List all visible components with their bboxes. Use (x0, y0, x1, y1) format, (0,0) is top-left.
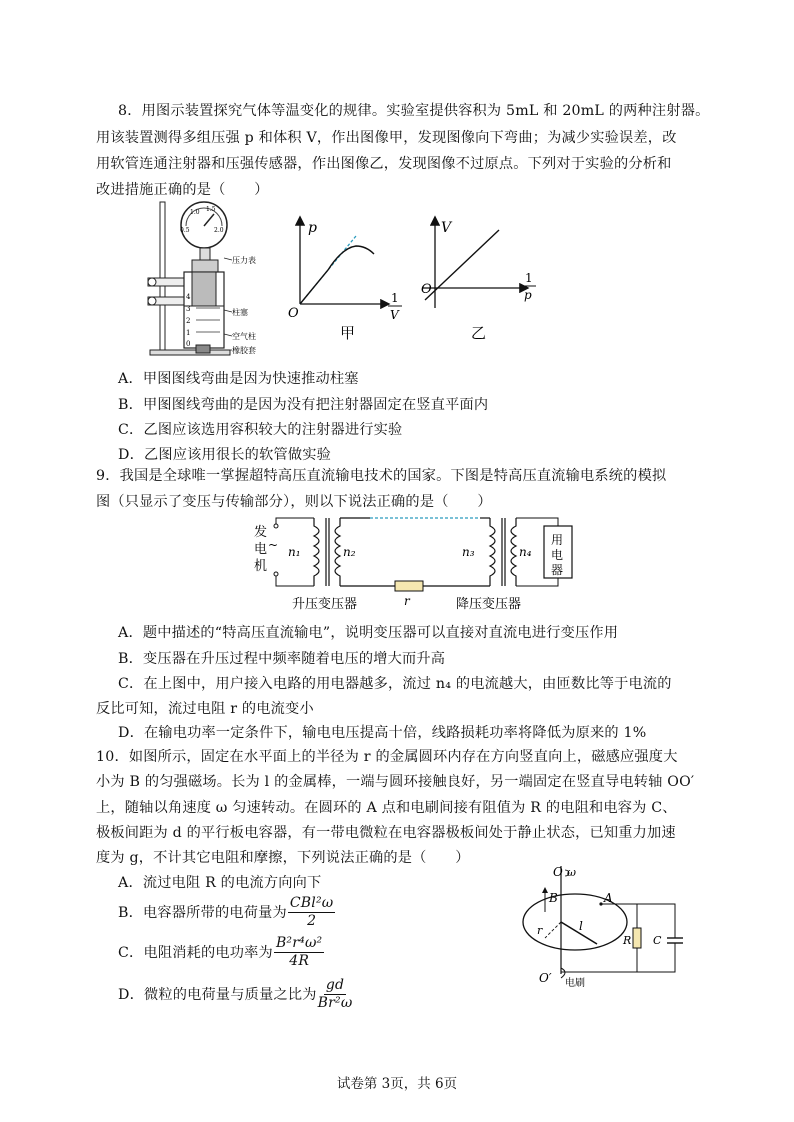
clamp-screw-2 (148, 297, 156, 305)
omega-label: ω (567, 866, 576, 879)
label-n4: n₄ (519, 545, 532, 559)
q10-option-c[interactable] (118, 936, 325, 968)
q10-option-c-den: 4R (289, 952, 310, 969)
scale-tick-4: 4 (186, 293, 191, 301)
generator-char-3: 机 (254, 559, 268, 574)
q8-option-b[interactable]: B．甲图图线弯曲的是因为没有把注射器固定在竖直平面内 (118, 397, 489, 413)
step-down-label: 降压变压器 (456, 597, 522, 612)
gauge-stem (200, 248, 210, 260)
axle-top-O: O (553, 865, 563, 879)
label-n2: n₂ (343, 545, 356, 559)
scale-tick-2: 2 (186, 317, 191, 325)
q10-option-c-prefix: C．电阻消耗的电功率为 (118, 945, 273, 962)
clamp-screw-1 (148, 278, 156, 286)
stand-rod (160, 202, 165, 352)
coil-n4 (511, 518, 516, 586)
gauge-label: 压力表 (232, 256, 256, 265)
jia-curve (300, 246, 374, 304)
q9-transmission-figure (240, 512, 580, 614)
q10-option-b-den: 2 (307, 912, 317, 929)
C-label: C (653, 934, 662, 947)
brush-label: 电刷 (565, 978, 585, 989)
q10-option-b-fraction (288, 896, 336, 928)
jia-origin: O (288, 306, 299, 321)
q10-ring-figure (515, 862, 690, 992)
q9-option-d[interactable]: D．在输电功率一定条件下，输电电压提高十倍，线路损耗功率将降低为原来的 1% (118, 725, 647, 741)
q8-apparatus-figure (140, 200, 270, 360)
yi-caption: 乙 (471, 324, 487, 342)
line-resistor (395, 581, 423, 591)
piston-label: 柱塞 (232, 308, 248, 317)
resistor-R (633, 928, 641, 948)
q8-option-d[interactable]: D．乙图应该用很长的软管做实验 (118, 447, 332, 463)
ac-symbol: ~ (268, 538, 279, 552)
plunger (192, 272, 216, 306)
q8-line-1: 8．用图示装置探究气体等温变化的规律。实验室提供容积为 5mL 和 20mL 的两种注射器。 (118, 103, 710, 119)
q10-line-4: 极板间距为 d 的平行板电容器，有一带电微粒在电容器极板间处于静止状态，已知重力加速 (96, 825, 676, 841)
coil-n1 (314, 518, 319, 586)
gauge-tick-1.0: 1.0 (190, 209, 200, 216)
q10-line-2: 小为 B 的匀强磁场。长为 l 的金属棒，一端与圆环接触良好，另一端固定在竖直导电转轴 OO′ (96, 774, 695, 790)
resistor-label: r (404, 594, 410, 608)
q10-option-a[interactable]: A．流过电阻 R 的电流方向向下 (118, 875, 322, 891)
jia-x-label-den: V (390, 308, 399, 322)
jia-x-label-num: 1 (391, 291, 399, 305)
O-prime-label: O′ (539, 971, 552, 985)
q9-option-b[interactable]: B．变压器在升压过程中频率随着电压的增大而升高 (118, 651, 446, 667)
q10-option-d-fraction (318, 978, 353, 1010)
yi-line (425, 230, 499, 300)
generator-char-2: 电 (254, 542, 268, 557)
q8-line-3: 用软管连通注射器和压强传感器，作出图像乙，发现图像不过原点。下列对于实验的分析和 (96, 156, 672, 172)
graph-yi (415, 210, 545, 350)
q8-line-4: 改进措施正确的是（ ） (96, 182, 269, 198)
appliance-char-2: 电 (551, 548, 564, 562)
yi-origin: O (421, 282, 432, 297)
q9-option-c-line-2[interactable]: 反比可知，流过电阻 r 的电流变小 (96, 701, 314, 717)
stand-base (150, 350, 230, 355)
page-footer: 试卷第 3页，共 6页 (336, 1076, 458, 1092)
R-label: R (623, 934, 632, 947)
yi-y-label: V (441, 220, 452, 236)
radius-dashed (545, 922, 561, 938)
coil-n3 (490, 518, 495, 586)
q10-line-5: 度为 g，不计其它电阻和摩擦，下列说法正确的是（ ） (96, 850, 470, 866)
syringe-cap (192, 260, 218, 272)
l-label: l (579, 919, 583, 933)
q8-option-a[interactable]: A．甲图图线弯曲是因为快速推动柱塞 (118, 371, 359, 387)
q10-option-b-prefix: B．电容器所带的电荷量为 (118, 905, 287, 922)
A-label: A (604, 891, 613, 905)
q10-option-d[interactable] (118, 978, 353, 1010)
q9-line-1: 9．我国是全球唯一掌握超特高压直流输电技术的国家。下图是特高压直流输电系统的模拟 (96, 468, 667, 484)
q10-option-b[interactable] (118, 896, 336, 928)
q9-line-2: 图（只显示了变压与传输部分），则以下说法正确的是（ ） (96, 494, 492, 510)
gauge-tick-0.5: 0.5 (180, 227, 190, 234)
B-label: B (549, 891, 558, 905)
q10-line-3: 上，随轴以角速度 ω 匀速转动。在圆环的 A 点和电刷间接有阻值为 R 的电阻和电容为 C、 (96, 800, 677, 816)
r-label: r (537, 924, 543, 937)
coil-n2 (335, 518, 340, 586)
q9-option-a[interactable]: A．题中描述的“特高压直流输电”，说明变压器可以直接对直流电进行变压作用 (118, 625, 619, 641)
rubber-label: 橡胶套 (232, 346, 256, 355)
q10-option-d-num: gd (325, 977, 345, 993)
q10-option-d-prefix: D．微粒的电荷量与质量之比为 (118, 987, 317, 1004)
generator-char-1: 发 (254, 525, 268, 540)
q10-option-b-num: CBl²ω (289, 895, 334, 911)
q10-line-1: 10．如图所示，固定在水平面上的半径为 r 的金属圆环内存在方向竖直向上，磁感应强度大 (96, 749, 678, 765)
scale-tick-3: 3 (186, 305, 191, 313)
q9-option-c-line-1[interactable]: C．在上图中，用户接入电路的用电器越多，流过 n₄ 的电流越大，由匝数比等于电流的 (118, 676, 672, 692)
label-n1: n₁ (288, 545, 301, 559)
appliance-char-3: 器 (551, 563, 564, 577)
gauge-tick-1.5: 1.5 (206, 206, 216, 213)
rubber-stopper (196, 345, 210, 353)
yi-x-label-num: 1 (525, 271, 533, 285)
jia-caption: 甲 (340, 324, 356, 342)
graph-jia (280, 210, 410, 350)
gauge-tick-2.0: 2.0 (214, 227, 224, 234)
q8-option-c[interactable]: C．乙图应该选用容积较大的注射器进行实验 (118, 422, 403, 438)
label-n3: n₃ (462, 545, 475, 559)
q10-option-c-fraction (274, 936, 324, 968)
q8-line-2: 用该装置测得多组压强 p 和体积 V，作出图像甲，发现图像向下弯曲；为减少实验误差，改 (96, 130, 677, 146)
scale-tick-0: 0 (186, 340, 191, 348)
air-column-label: 空气柱 (232, 332, 256, 341)
step-up-label: 升压变压器 (292, 597, 358, 612)
scale-tick-1: 1 (186, 329, 191, 337)
q10-option-c-num: B²r⁴ω² (275, 935, 323, 951)
appliance-char-1: 用 (551, 533, 564, 547)
jia-y-label: p (308, 220, 317, 236)
yi-x-label-den: p (524, 288, 532, 302)
q10-option-d-den: Br²ω (317, 994, 353, 1011)
